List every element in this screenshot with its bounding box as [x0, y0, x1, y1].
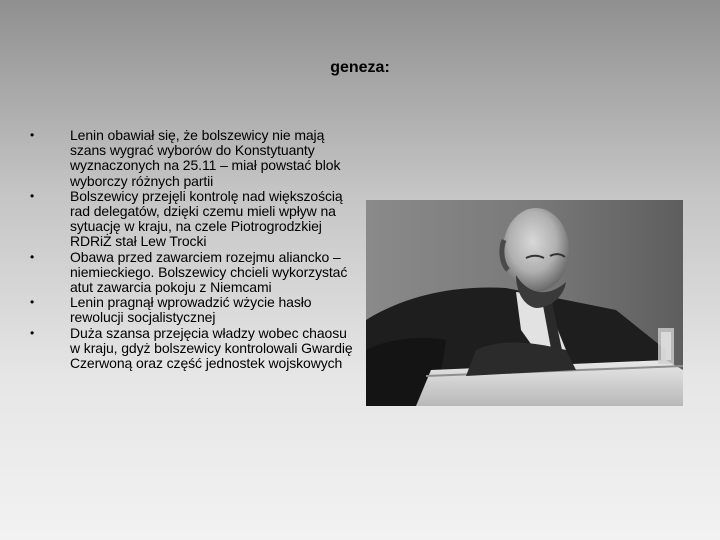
bullet-item	[30, 189, 360, 250]
glass-highlight	[661, 332, 671, 360]
bullet-icon: •	[30, 325, 35, 340]
slide-title	[0, 58, 720, 78]
bullet-item	[30, 326, 360, 372]
lenin-photo-illustration	[366, 200, 683, 406]
lenin-photo	[366, 200, 683, 406]
bullet-text: Obawa przed zawarciem rozejmu aliancko – niemieckiego. Bolszewicy chcieli wykorzystać atut zawarcia pokoju z Niemcami	[70, 248, 348, 296]
bullet-icon: •	[30, 188, 35, 203]
bullet-item	[30, 250, 360, 296]
slide-title-text: geneza:	[330, 59, 390, 76]
bullet-text: Bolszewicy przejęli kontrolę nad większością rad delegatów, dzięki czemu mieli wpływ na sytuację w kraju, na czele Piotrogrodzkiej RDRiŻ stał Lew Trocki	[70, 187, 343, 250]
bullet-text: Duża szansa przejęcia władzy wobec chaosu w kraju, gdyż bolszewicy kontrolowali Gwardię Czerwoną oraz część jednostek wojskowych	[70, 324, 353, 372]
bullet-list	[30, 128, 360, 371]
bullet-icon: •	[30, 128, 35, 142]
bullet-icon: •	[30, 295, 35, 310]
bullet-item	[30, 295, 360, 325]
bullet-icon: •	[30, 249, 35, 264]
head-shape	[503, 208, 569, 292]
bullet-text: Lenin pragnął wprowadzić wżycie hasło rewolucji socjalistycznej	[70, 294, 312, 326]
bullet-item	[30, 128, 360, 189]
bullet-text: Lenin obawiał się, że bolszewicy nie mają szans wygrać wyborów do Konstytuanty wyznaczonych na 25.11 – miał powstać blok wyborczy różnych partii	[70, 127, 341, 189]
